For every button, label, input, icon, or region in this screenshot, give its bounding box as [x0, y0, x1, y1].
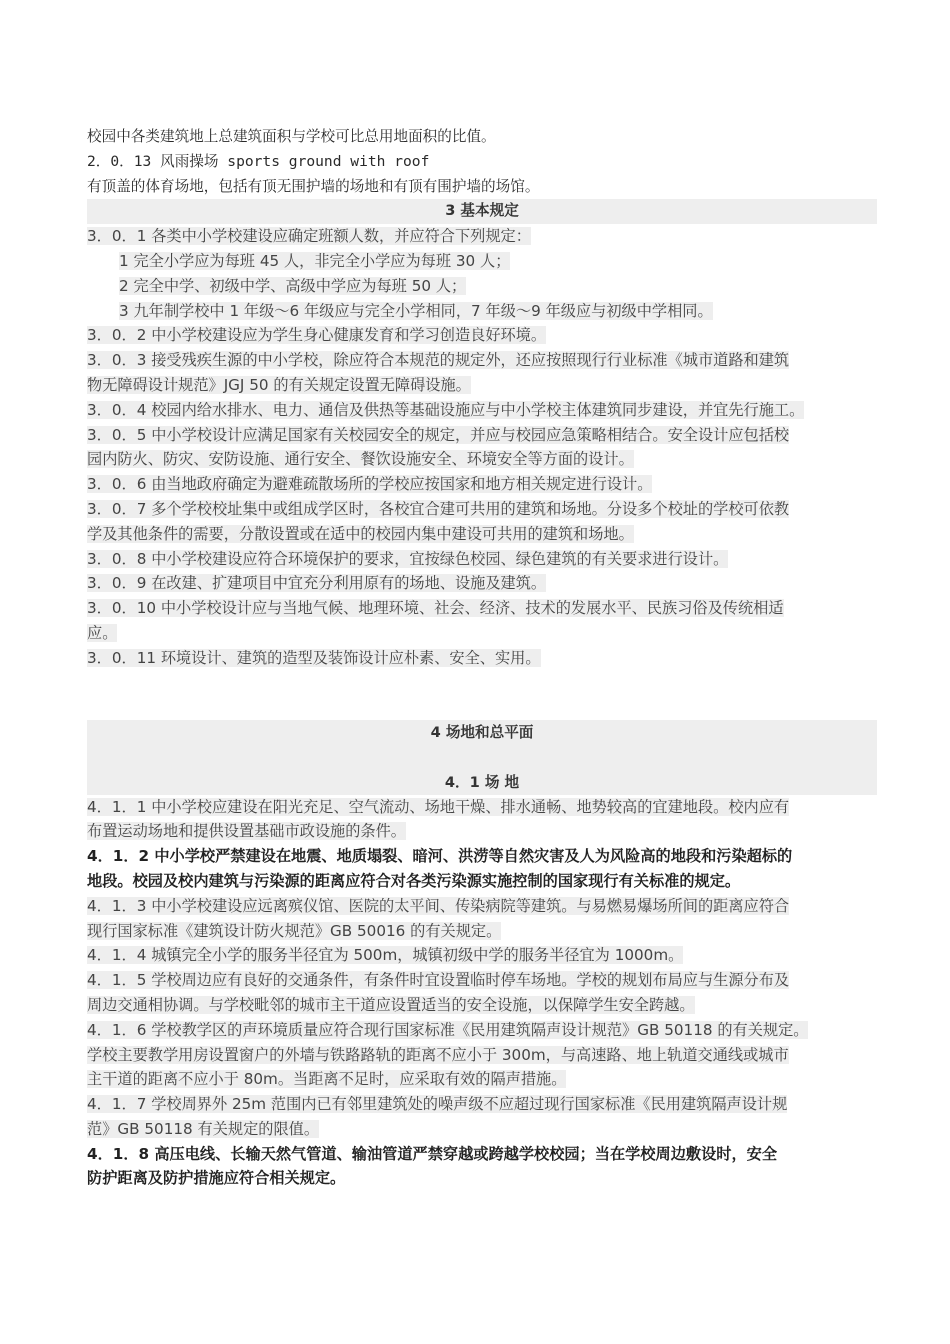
clause-3-0-1: 3．0．1 各类中小学校建设应确定班额人数，并应符合下列规定：: [87, 227, 531, 246]
clause-3-0-3: 3．0．3 接受残疾生源的中小学校，除应符合本规范的规定外，还应按照现行行业标准《城市道路和建筑 物无障碍设计规范》JGJ 50 的有关规定设置无障碍设施。: [87, 351, 790, 394]
term-definition: 有顶盖的体育场地，包括有顶无围护墙的场地和有顶有围护墙的场馆。: [87, 177, 540, 195]
intro-text: 校园中各类建筑地上总建筑面积与学校可比总用地面积的比值。: [87, 128, 496, 145]
section-4-heading: 4 场地和总平面: [430, 723, 534, 741]
clause-4-1-5: 4．1．5 学校周边应有良好的交通条件，有条件时宜设置临时停车场地。学校的规划布局应与生源分布及 周边交通相协调。与学校毗邻的城市主干道应设置适当的安全设施，以保障学生安全跨越。: [87, 971, 790, 1014]
clause-3-0-6: 3．0．6 由当地政府确定为避难疏散场所的学校应按国家和地方相关规定进行设计。: [87, 475, 653, 494]
clause-3-0-8: 3．0．8 中小学校建设应符合环境保护的要求，宜按绿色校园、绿色建筑的有关要求进行设计。: [87, 549, 729, 568]
clause-4-1-8: 4．1．8 高压电线、长输天然气管道、输油管道严禁穿越或跨越学校校园；当在学校周边敷设时，安全 防护距离及防护措施应符合相关规定。: [87, 1144, 778, 1188]
document-body: [87, 125, 877, 1191]
clause-4-1-2: 4．1．2 中小学校严禁建设在地震、地质塌裂、暗河、洪涝等自然灾害及人为风险高的地段和污染超标的 地段。校园及校内建筑与污染源的距离应符合对各类污染源实施控制的国家现行有关标准的规定。: [87, 847, 793, 890]
section-gap: [87, 671, 877, 720]
clause-4-1-1: 4．1．1 中小学校应建设在阳光充足、空气流动、场地干燥、排水通畅、地势较高的宜建地段。校内应有 布置运动场地和提供设置基础市政设施的条件。: [87, 797, 790, 841]
clause-4-1-4: 4．1．4 城镇完全小学的服务半径宜为 500m，城镇初级中学的服务半径宜为 1000m。: [87, 946, 684, 965]
clause-3-0-11: 3．0．11 环境设计、建筑的造型及装饰设计应朴素、安全、实用。: [87, 648, 541, 667]
clause-4-1-6: 4．1．6 学校教学区的声环境质量应符合现行国家标准《民用建筑隔声设计规范》GB 50118 的有关规定。 学校主要教学用房设置窗户的外墙与铁路路轨的距离不应小于 300m，与高速路、地上轨道交通线或城市 主干道的距离不应小于 80m。当距离不足时，应采取有效的隔声措施。: [87, 1020, 809, 1089]
clause-3-0-10: 3．0．10 中小学校设计应与当地气候、地理环境、社会、经济、技术的发展水平、民族习俗及传统相适 应。: [87, 599, 784, 642]
term-heading-sports-ground: 2．0．13 风雨操场 sports ground with roof: [87, 152, 430, 170]
clause-3-0-1-item-3: 3 九年制学校中 1 年级～6 年级应与完全小学相同，7 年级～9 年级应与初级中学相同。: [119, 301, 713, 320]
clause-3-0-1-item-1: 1 完全小学应为每班 45 人，非完全小学应为每班 30 人；: [119, 251, 511, 270]
clause-3-0-7: 3．0．7 多个学校校址集中或组成学区时，各校宜合建可共用的建筑和场地。分设多个校址的学校可依教 学及其他条件的需要，分散设置或在适中的校园内集中建设可共用的建筑和场地。: [87, 499, 790, 543]
clause-3-0-2: 3．0．2 中小学校建设应为学生身心健康发育和学习创造良好环境。: [87, 326, 547, 345]
clause-3-0-5: 3．0．5 中小学校设计应满足国家有关校园安全的规定，并应与校园应急策略相结合。安全设计应包括校 园内防火、防灾、安防设施、通行安全、餐饮设施安全、环境安全等方面的设计。: [87, 425, 790, 469]
clause-4-1-7: 4．1．7 学校周界外 25m 范围内已有邻里建筑处的噪声级不应超过现行国家标准《民用建筑隔声设计规 范》GB 50118 有关规定的限值。: [87, 1095, 788, 1138]
section-3-heading: 3 基本规定: [87, 199, 877, 224]
clause-4-1-3: 4．1．3 中小学校建设应远离殡仪馆、医院的太平间、传染病院等建筑。与易燃易爆场所间的距离应符合 现行国家标准《建筑设计防火规范》GB 50016 的有关规定。: [87, 896, 790, 940]
clause-3-0-4: 3．0．4 校园内给水排水、电力、通信及供热等基础设施应与中小学校主体建筑同步建设，并宜先行施工。: [87, 400, 805, 419]
section-4-heading-block: [87, 720, 877, 795]
subsection-4-1-heading: 4．1 场 地: [444, 773, 520, 791]
clause-3-0-9: 3．0．9 在改建、扩建项目中宜充分利用原有的场地、设施及建筑。: [87, 574, 547, 593]
clause-3-0-1-item-2: 2 完全中学、初级中学、高级中学应为每班 50 人；: [119, 276, 467, 295]
